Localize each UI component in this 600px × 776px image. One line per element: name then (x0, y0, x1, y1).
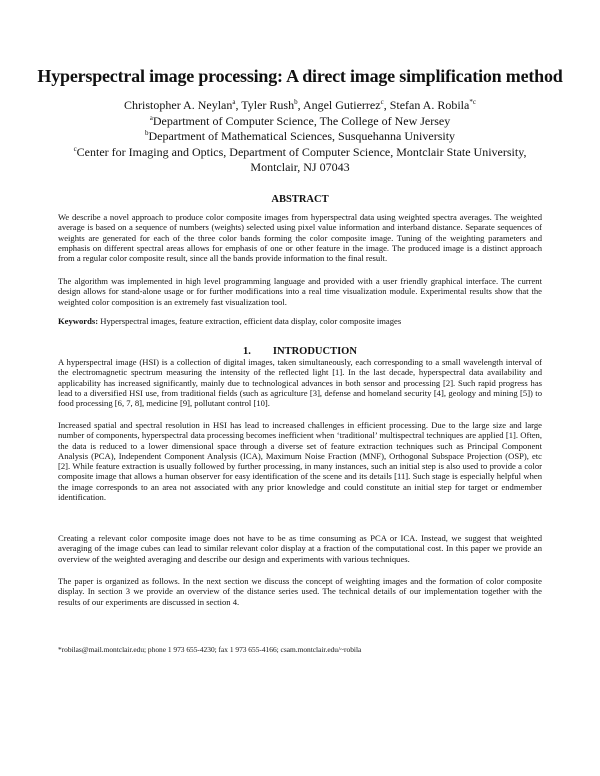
keywords-label: Keywords: (58, 316, 99, 326)
affiliation-superscript: a (149, 113, 153, 122)
author-name: Angel Gutierrez (302, 98, 381, 112)
author-superscript: c (380, 98, 384, 106)
affiliation-superscript: c (73, 144, 77, 153)
affiliation-c (0, 145, 600, 161)
intro-paragraph-3: Creating a relevant color composite image does not have to be as time consuming as PCA or ICA. Instead, we suggest that weighted averaging of the image cubes can lead to similar relevant color display at a fraction of the computational cost. In this paper we provide an overview of the weighted averaging and describe our design and experiments with various techniques. (58, 533, 542, 564)
abstract-paragraph-1: We describe a novel approach to produce color composite images from hyperspectral data using weighted spectra averages. The weighted average is based on a sequence of numbers (weights) selected using pixel value information and interband distance. Separate sequences of weights are generated for each of the three color bands forming the color composite image. Tuning of the weighting parameters and emphasis on different spectral areas allows for emphasis of one or other feature in the image. The produced image is a distinct approach from a regular color composite result, since all the bands provide information to the final result. (58, 212, 542, 264)
affiliation-text: Department of Mathematical Sciences, Susquehanna University (148, 129, 456, 143)
author-superscript: *c (469, 98, 476, 106)
keywords-line (58, 316, 542, 326)
affiliation-c-cont: Montclair, NJ 07043 (250, 160, 350, 174)
abstract-paragraph-2: The algorithm was implemented in high level programming language and provided with a user friendly graphical interface. The current design allows for stand-alone usage or for further modifications into a real time visualization module. Experimental results show that the weighted color composition is an extremely fast visualization tool. (58, 276, 542, 307)
footnote: *robilas@mail.montclair.edu; phone 1 973 655-4230; fax 1 973 655-4166; csam.montclair.edu/~robila (58, 645, 362, 654)
author-name: Stefan A. Robila (389, 98, 470, 112)
intro-paragraph-1: A hyperspectral image (HSI) is a collection of digital images, taken simultaneously, each corresponding to a small wavelength interval of the electromagnetic spectrum measuring the intensity of the reflected light [1]. In the last decade, hyperspectral data availability and applicability has increased significantly, mainly due to technological advances in both sensor and processing [2]. Such rapid progress has lead to a diversified HSI use, from traditional fields (such as agriculture [3], defense and homeland security [4], geology and mining [5]) to food processing [6, 7, 8], medicine [9], pollutant control [10]. (58, 357, 542, 409)
intro-paragraph-4: The paper is organized as follows. In the next section we discuss the concept of weighting images and the formation of color composite display. In section 3 we provide an overview of the distance series used. The technical details of our implementation together with the results of our experiments are discussed in section 4. (58, 576, 542, 607)
author-block (0, 98, 600, 176)
section-number: 1. (243, 346, 251, 357)
affiliation-superscript: b (144, 129, 149, 137)
author-name: Tyler Rush (241, 98, 295, 112)
section-heading-introduction (0, 346, 600, 357)
author-superscript: a (232, 98, 236, 106)
intro-paragraph-2: Increased spatial and spectral resolution in HSI has lead to increased challenges in efficient processing. Due to the large size and large number of components, hyperspectral data processing becomes inefficient when ‘traditional’ multispectral techniques are applied [1]. Often, the data is reduced to a lower dimensional space through a diverse set of feature extraction techniques such as Principal Component Analysis (PCA), Independent Component Analysis (ICA), Maximum Noise Fraction (MNF), Orthogonal Subspace Projection (OSP), etc [2]. While feature extraction is usually followed by further processing, in many instances, such an initial step is also used to provide a color composite image that allows a human observer for easy identification of the scene and its details [11]. Such stage is especially helpful when the image corresponds to an area not associated with any prior knowledge and could constitute an initial step for target or endmember identification. (58, 420, 542, 503)
abstract-heading: ABSTRACT (271, 194, 329, 205)
paper-title: Hyperspectral image processing: A direct image simplification method (37, 66, 563, 86)
author-name: Christopher A. Neylan (124, 98, 233, 112)
affiliation-a (0, 114, 600, 130)
affiliation-text: Center for Imaging and Optics, Department of Computer Science, Montclair State University, (76, 144, 527, 159)
author-superscript: b (294, 98, 298, 106)
affiliation-text: Department of Computer Science, The College of New Jersey (152, 113, 451, 128)
affiliation-b (0, 129, 600, 145)
author-line: Christopher A. Neylan$^a$, Tyler Rush$^b$, Angel Gutierrez$^c$, Stefan A. Robila$^{*c}$ (124, 98, 476, 112)
keywords-text: Hyperspectral images, feature extraction, efficient data display, color composite images (100, 316, 402, 326)
section-title: INTRODUCTION (272, 346, 357, 357)
